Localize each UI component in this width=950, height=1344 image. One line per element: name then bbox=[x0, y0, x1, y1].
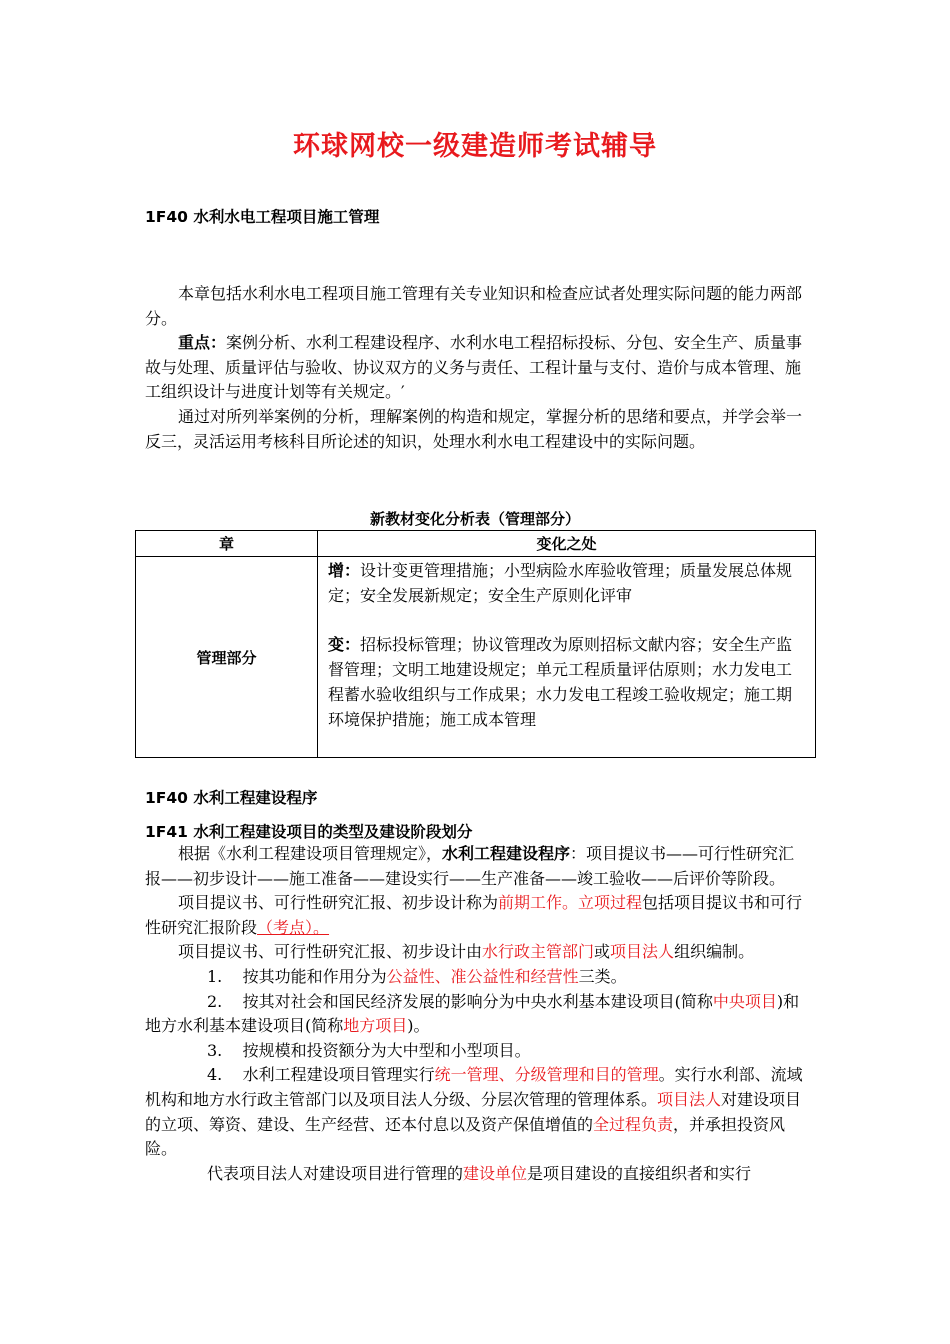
changed-label: 变： bbox=[328, 635, 361, 655]
intro-section bbox=[145, 282, 810, 454]
highlight-text: 统一管理、分级管理和目的管理 bbox=[434, 1065, 659, 1085]
list-item bbox=[207, 1039, 810, 1064]
list-number: 3. bbox=[207, 1040, 223, 1060]
list-item bbox=[207, 965, 810, 990]
highlight-text: 项目法人 bbox=[610, 942, 675, 962]
table-header-row bbox=[136, 531, 816, 557]
changed-text: 招标投标管理；协议管理改为原则招标文献内容；安全生产监督管理；文明工地建设规定；单元工程质量评估原则；水力发电工程蓄水验收组织与工作成果；水力发电工程竣工验收规定；施工期环境保护措施；施工成本管理 bbox=[328, 635, 793, 729]
col-chapter-header: 章 bbox=[136, 531, 318, 557]
text-span: 项目提议书、可行性研究汇报、初步设计由 bbox=[178, 942, 483, 962]
chapter-heading: 1F40 水利水电工程项目施工管理 bbox=[145, 208, 380, 226]
key-text: 案例分析、水利工程建设程序、水利水电工程招标投标、分包、安全生产、质量事故与处理、质量评估与验收、协议双方的义务与责任、工程计量与支付、造价与成本管理、施工组织设计与进度计划等有关规定。′ bbox=[145, 333, 803, 402]
section-body bbox=[145, 842, 810, 1186]
list-item bbox=[145, 1063, 810, 1161]
highlight-text: 建设单位 bbox=[463, 1163, 528, 1183]
highlight-text: 项目法人 bbox=[657, 1089, 722, 1109]
changed-items bbox=[328, 633, 807, 732]
text-span: 三类。 bbox=[578, 966, 627, 986]
text-span: 组织编制。 bbox=[674, 942, 755, 962]
preliminary-work-paragraph bbox=[145, 891, 810, 940]
text-span: 对建设项目的立项、筹资、建设、生产经营、还本付息以及资产保值增值的 bbox=[145, 1089, 802, 1134]
added-label: 增： bbox=[328, 561, 361, 580]
highlight-text: 公益性、准公益性和经营性 bbox=[386, 966, 579, 986]
intro-paragraph: 本章包括水利水电工程项目施工管理有关专业知识和检查应试者处理实际问题的能力两部分。 bbox=[145, 284, 803, 328]
key-label: 重点： bbox=[178, 333, 227, 353]
text-span: 根据《水利工程建设项目管理规定》， bbox=[178, 844, 443, 863]
text-span: 或 bbox=[594, 942, 611, 962]
text-span: 是项目建设的直接组织者和实行 bbox=[527, 1163, 752, 1183]
compilation-paragraph bbox=[145, 940, 810, 965]
highlight-text: 地方项目 bbox=[343, 1016, 408, 1036]
table-caption: 新教材变化分析表（管理部分） bbox=[369, 510, 580, 528]
list-number: 4. bbox=[207, 1065, 223, 1085]
highlight-text: 全过程负责 bbox=[593, 1114, 674, 1134]
changes-table bbox=[135, 530, 816, 758]
procedure-paragraph bbox=[145, 842, 810, 891]
classification-list-continued bbox=[145, 1039, 810, 1064]
text-span: 按其对社会和国民经济发展的影响分为中央水利基本建设项目(简称 bbox=[242, 991, 713, 1011]
list-number: 1. bbox=[207, 966, 223, 986]
document-title: 环球网校一级建造师考试辅导 bbox=[293, 131, 657, 162]
list-item bbox=[145, 990, 810, 1039]
table-row bbox=[136, 557, 816, 758]
text-span: 按其功能和作用分为 bbox=[242, 966, 387, 986]
text-span: 。实行水利部、流域机构和地方水行政主管部门以及项目法人分级、分层次管理的管理体系。 bbox=[145, 1065, 803, 1109]
text-span: )。 bbox=[407, 1016, 430, 1036]
key-points-paragraph bbox=[145, 331, 810, 405]
construction-unit-paragraph bbox=[145, 1162, 810, 1187]
text-span: )和地方水利基本建设项目(简称 bbox=[145, 991, 800, 1036]
col-changes-header: 变化之处 bbox=[318, 531, 816, 557]
text-span: 水利工程建设项目管理实行 bbox=[242, 1065, 435, 1085]
text-span: 项目提议书、可行性研究汇报、初步设计称为 bbox=[178, 893, 499, 913]
changes-cell bbox=[318, 557, 816, 758]
added-items bbox=[328, 559, 807, 609]
exam-point-mark: （考点）。 bbox=[257, 917, 330, 937]
text-span: 按规模和投资额分为大中型和小型项目。 bbox=[242, 1040, 531, 1060]
highlight-text: 中央项目 bbox=[712, 991, 777, 1011]
highlight-text: 前期工作。立项过程 bbox=[498, 893, 643, 913]
text-span: 代表项目法人对建设项目进行管理的 bbox=[207, 1163, 464, 1183]
list-number: 2. bbox=[207, 991, 223, 1011]
section-heading: 1F40 水利工程建设程序 bbox=[145, 789, 318, 807]
text-span: ，并承担投资风险。 bbox=[145, 1114, 786, 1159]
text-span: 包括项目提议书和可行性研究汇报阶段 bbox=[145, 893, 803, 937]
highlight-text: 水行政主管部门 bbox=[482, 942, 595, 962]
classification-list bbox=[145, 965, 810, 990]
added-text: 设计变更管理措施；小型病险水库验收管理；质量发展总体规定；安全发展新规定；安全生产原则化评审 bbox=[328, 561, 793, 605]
text-span: ：项目提议书——可行性研究汇报——初步设计——施工准备——建设实行——生产准备——竣工验收——后评价等阶段。 bbox=[145, 844, 795, 888]
procedure-term: 水利工程建设程序 bbox=[442, 844, 571, 863]
method-paragraph: 通过对所列举案例的分析，理解案例的构造和规定，掌握分析的思绪和要点，并学会举一反三，灵活运用考核科目所论述的知识，处理水利水电工程建设中的实际问题。 bbox=[145, 406, 803, 451]
row-label-cell: 管理部分 bbox=[136, 557, 318, 758]
subsection-heading: 1F41 水利工程建设项目的类型及建设阶段划分 bbox=[145, 823, 473, 841]
